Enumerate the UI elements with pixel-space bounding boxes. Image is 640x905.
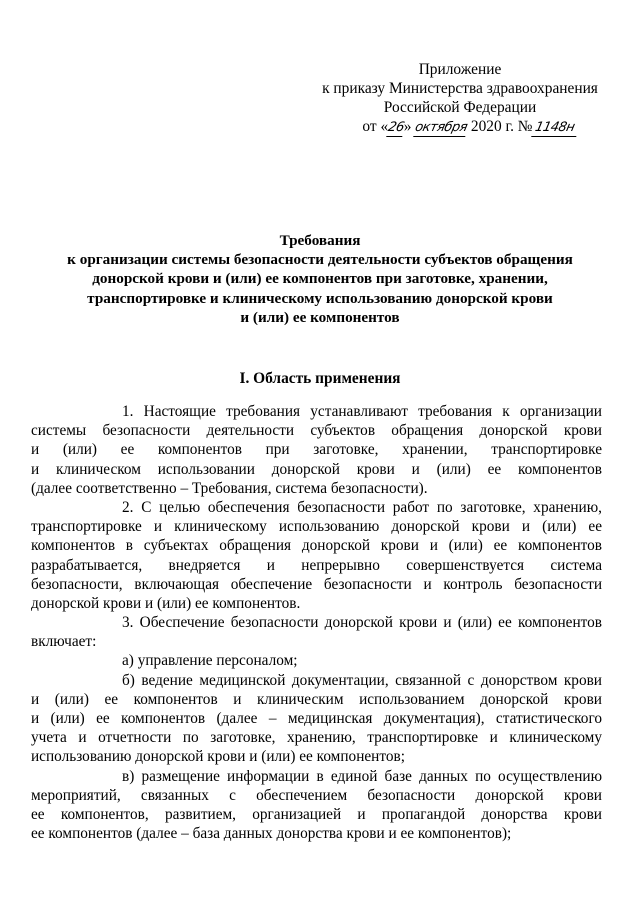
text-line: включает: — [31, 633, 97, 651]
text-line: компонентов в субъектах обращения донорской крови и (или) ее компонентов — [31, 537, 602, 555]
text-line: и (или) ее компонентов (далее – медицинская документация), статистического — [31, 710, 602, 727]
text-line: разрабатывается, внедряется и непрерывно совершенствуется система — [31, 556, 602, 574]
text-line: транспортировке и клиническому использованию донорской крови и (или) ее — [31, 518, 602, 536]
date-mid: » — [403, 118, 416, 135]
text-line: ее компонентов (далее – база данных донорства крови и ее компонентов); — [31, 825, 512, 843]
text-line: 2. С целью обеспечения безопасности работ по заготовке, хранению, — [122, 498, 602, 516]
text-line: а) управление персоналом; — [122, 652, 298, 670]
title-heading: Требования — [279, 232, 361, 249]
title-line: транспортировке и клиническому использованию донорской крови — [87, 289, 553, 307]
handwritten-day: 26 — [386, 120, 406, 135]
document-title — [60, 231, 580, 327]
text-line: мероприятий, связанных с обеспечением безопасности донорской крови — [31, 786, 602, 804]
text-line: б) ведение медицинской документации, связанной с донорством крови — [122, 671, 602, 689]
handwritten-month: октября — [413, 120, 469, 135]
title-line: и (или) ее компонентов — [240, 308, 400, 326]
text-line: 3. Обеспечение безопасности донорской крови и (или) ее компонентов — [122, 614, 602, 632]
text-line: системы безопасности деятельности субъектов обращения донорской крови — [31, 422, 602, 440]
order-date-line — [310, 117, 630, 137]
text-line: безопасности, включающая обеспечение безопасности и контроль безопасности — [31, 575, 602, 593]
title-line: к организации системы безопасности деятельности субъектов обращения — [67, 251, 573, 269]
date-prefix: от « — [362, 118, 389, 135]
document-body — [31, 402, 602, 843]
text-line: и клиническом использовании донорской крови и (или) ее компонентов — [31, 460, 602, 478]
text-line: (далее соответственно – Требования, система безопасности). — [31, 479, 428, 497]
text-line: ее компонентов, развитием, организацией и пропагандой донорства крови — [31, 805, 602, 823]
handwritten-order-number: 1148н — [531, 120, 580, 137]
text-line: 1. Настоящие требования устанавливают требования к организации — [122, 403, 602, 420]
text-line: в) размещение информации в единой базе данных по осуществлению — [122, 767, 602, 785]
appendix-label: Приложение — [418, 61, 502, 78]
date-year: 2020 г. № — [467, 118, 533, 135]
text-line: и (или) ее компонентов и клиническим использованием донорской крови — [31, 690, 602, 708]
appendix-header — [300, 60, 620, 137]
title-line: донорской крови и (или) ее компонентов при заготовке, хранении, — [92, 270, 548, 288]
section-heading: I. Область применения — [239, 370, 401, 387]
text-line: и (или) ее компонентов при заготовке, хранении, транспортировке — [31, 441, 602, 459]
text-line: учета и отчетности по заготовке, хранению, транспортировке и клиническому — [31, 729, 602, 747]
text-line: использованию донорской крови и (или) ее компонентов; — [31, 748, 405, 766]
appendix-federation: Российской Федерации — [383, 99, 537, 116]
text-line: донорской крови и (или) ее компонентов. — [31, 594, 301, 612]
appendix-order-ref: к приказу Министерства здравоохранения — [322, 80, 598, 97]
